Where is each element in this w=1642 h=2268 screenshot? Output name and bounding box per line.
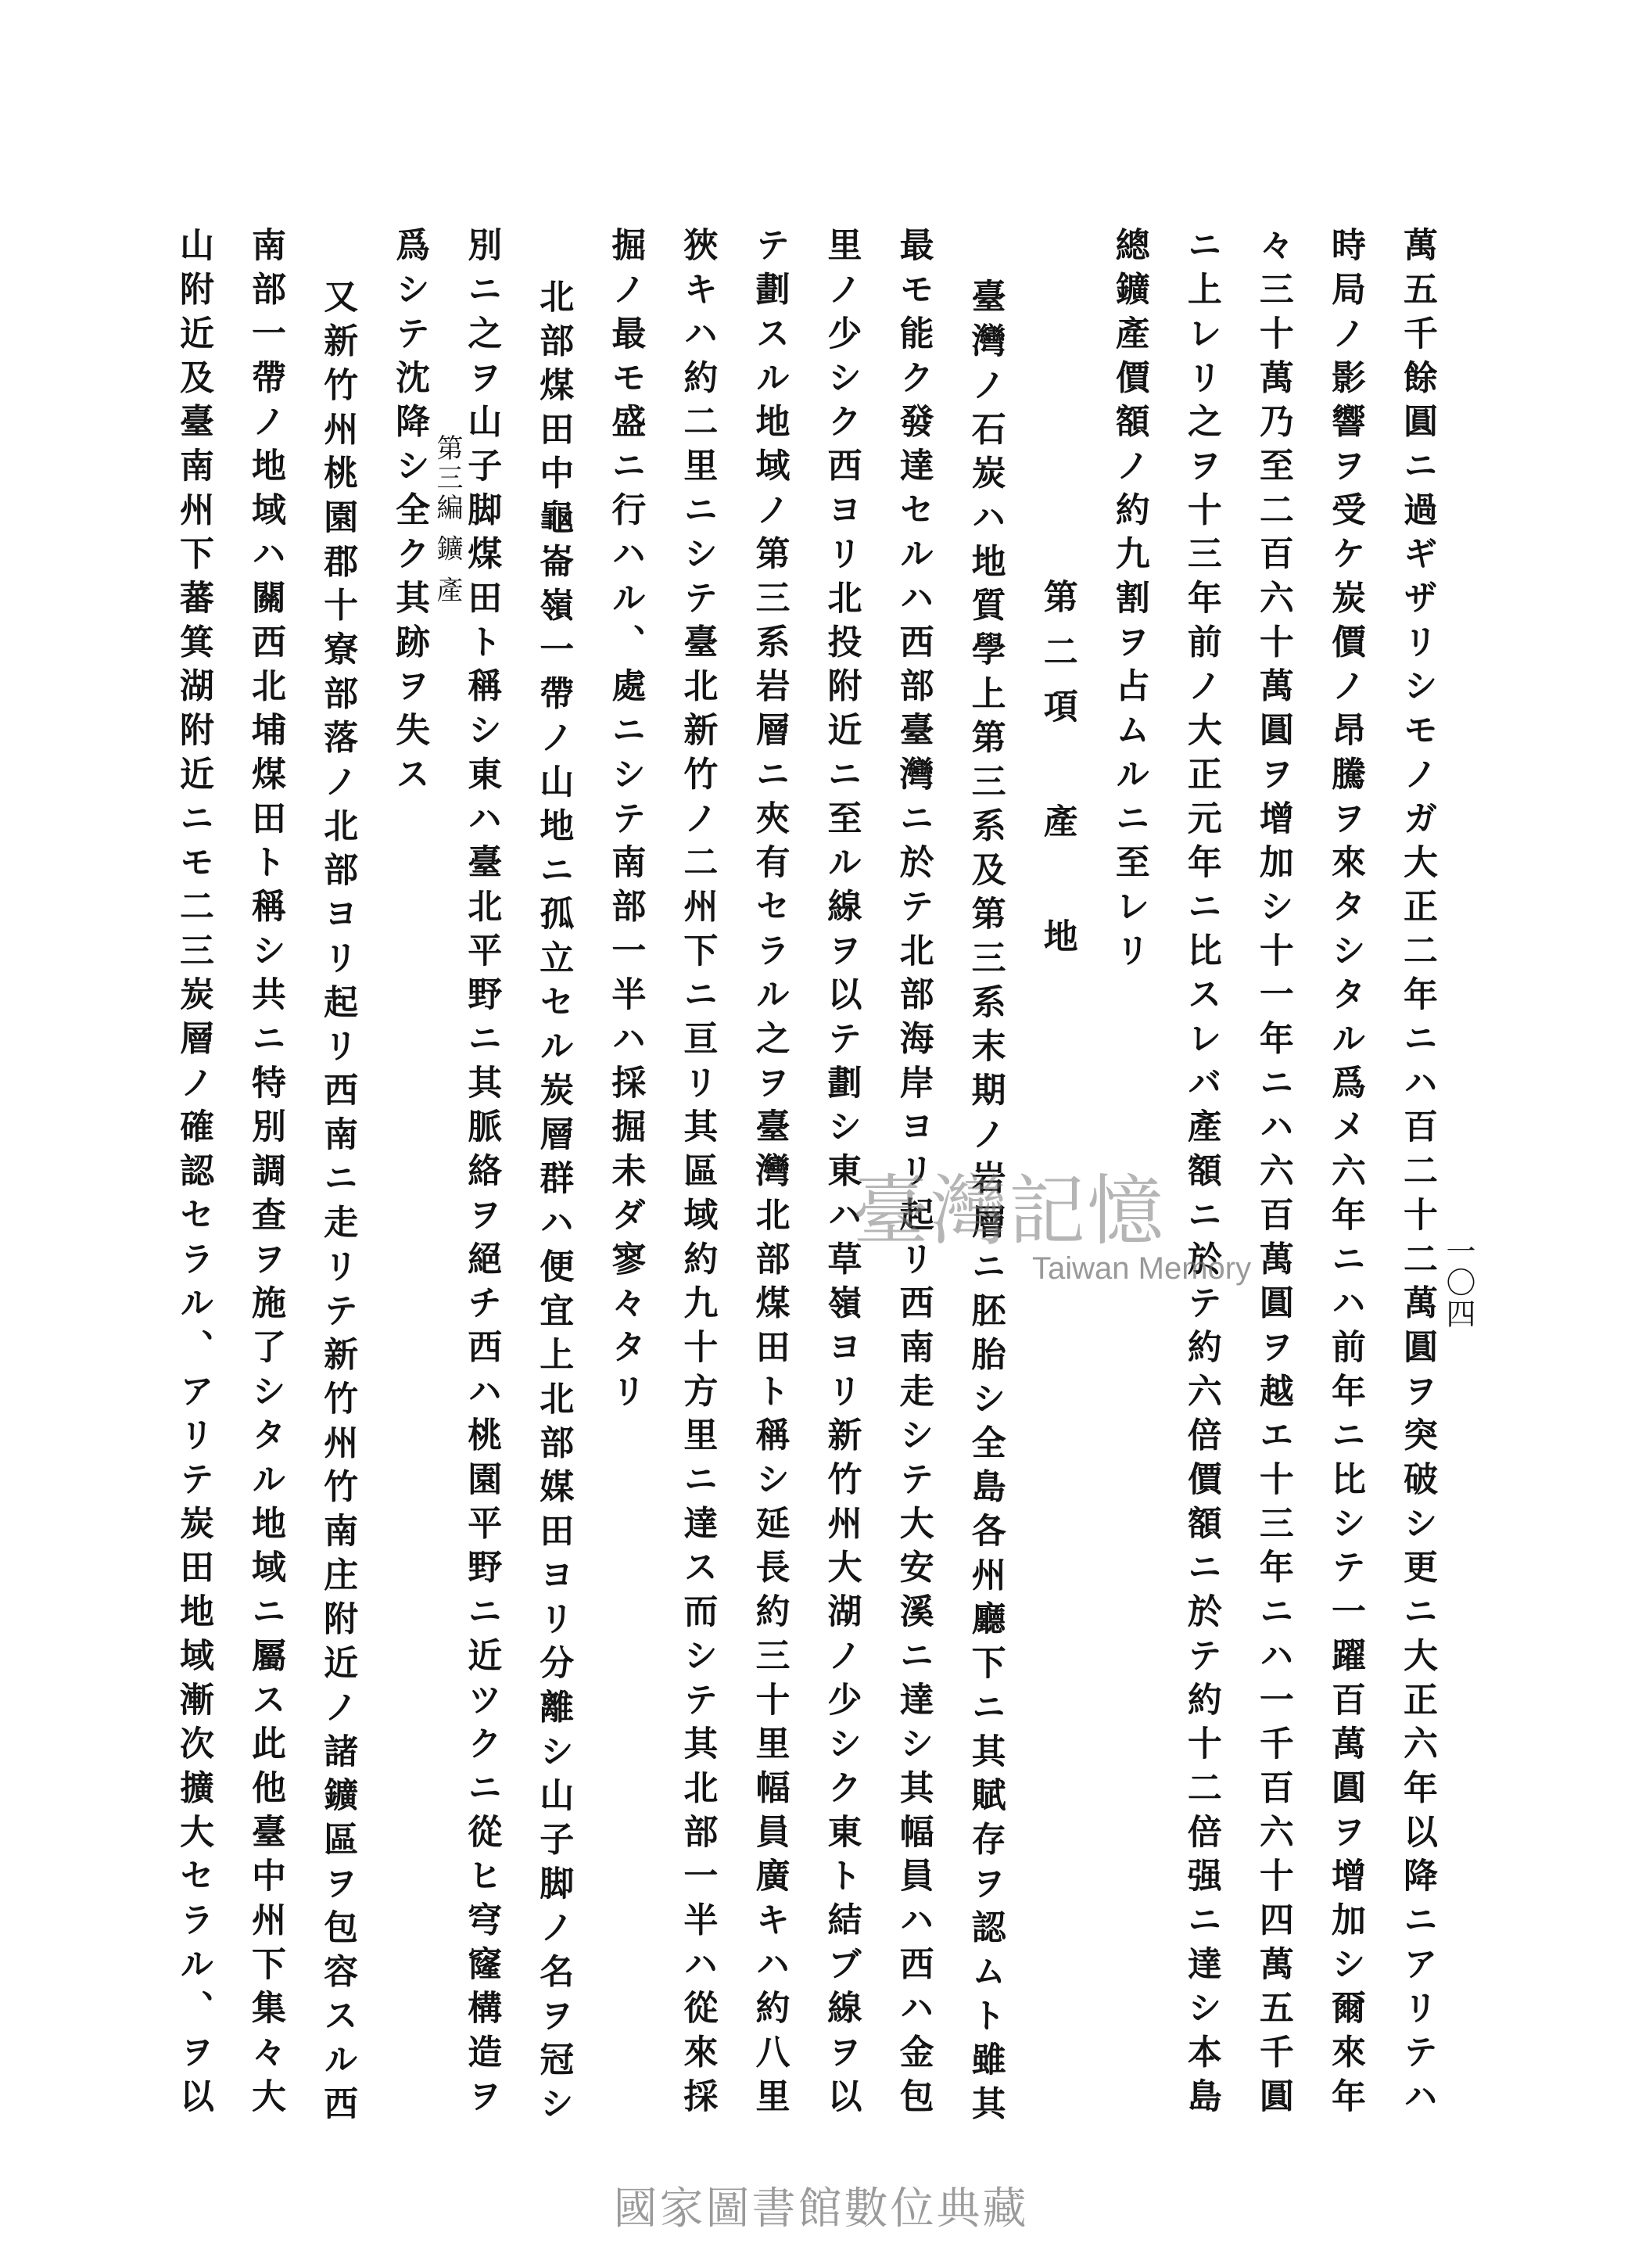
text-column-15: 又新竹州桃園郡十寮部落ノ北部ヨリ起リ西南ニ走リテ新竹州竹南庄附近ノ諸鑛區ヲ包容スル西 (317, 278, 358, 2130)
text-column-13: 別ニ之ヲ山子脚煤田ト稱シ東ハ臺北平野ニ其脈絡ヲ絕チ西ハ桃園平野ニ近ツクニ從ヒ穹窿構造ヲ (461, 227, 502, 2123)
text-column-7: 最モ能ク發達セルハ西部臺灣ニ於テ北部海岸ヨリ起リ西南走シテ大安溪ニ達シ其幅員ハ西ハ金包 (893, 227, 934, 2123)
footer-credit: 國家圖書館數位典藏 (613, 2184, 1029, 2234)
text-column-2: 時局ノ影響ヲ受ケ炭價ノ昂騰ヲ來タシタル爲メ六年ニハ前年ニ比シテ一躍百萬圓ヲ增加シ爾來年 (1325, 227, 1365, 2123)
running-header-section: 第三編 鑛 產 (432, 434, 463, 606)
text-column-16: 南部一帶ノ地域ハ關西北埔煤田ト稱シ共ニ特別調查ヲ施了シタル地域ニ屬ス此他臺中州下集々大 (246, 227, 286, 2123)
text-column-5: 總鑛產價額ノ約九割ヲ占ムルニ至レリ (1109, 227, 1149, 976)
text-column-12: 北部煤田中龜崙嶺一帶ノ山地ニ孤立セル炭層群ハ便宜上北部媒田ヨリ分離シ山子脚ノ名ヲ冠シ (533, 278, 574, 2130)
text-column-3: 々三十萬乃至二百六十萬圓ヲ增加シ十一年ニハ六百萬圓ヲ越エ十三年ニハ一千百六十四萬五千圓 (1253, 227, 1293, 2123)
text-column-11: 掘ノ最モ盛ニ行ハル、處ニシテ南部一半ハ採掘未ダ寥々タリ (605, 227, 646, 1417)
text-column-10: 狹キハ約二里ニシテ臺北新竹ノ二州下ニ亘リ其區域約九十方里ニ達ス而シテ其北部一半ハ從來採 (677, 227, 718, 2123)
text-column-8: 里ノ少シク西ヨリ北投附近ニ至ル線ヲ以テ劃シ東ハ草嶺ヨリ新竹州大湖ノ少シク東ト結ブ線ヲ以 (821, 227, 862, 2123)
text-column-1: 萬五千餘圓ニ過ギザリシモノガ大正二年ニハ百二十二萬圓ヲ突破シ更ニ大正六年以降ニアリテハ (1397, 227, 1437, 2123)
text-column-17: 山附近及臺南州下蕃箕湖附近ニモ二三炭層ノ確認セラル、アリテ炭田地域漸次擴大セラル、ヲ以 (174, 227, 213, 2123)
text-column-4: ニ上レリ之ヲ十三年前ノ大正元年ニ比スレバ產額ニ於テ約六倍價額ニ於テ約十二倍强ニ達シ本島 (1181, 227, 1221, 2123)
section-subheading: 第二項 產 地 (1037, 579, 1077, 973)
watermark-cjk: 臺灣記憶 (852, 1167, 1166, 1256)
watermark-en: Taiwan Memory (1032, 1251, 1252, 1286)
text-column-9: テ劃スル地域ノ第三系岩層ニ夾有セラル之ヲ臺灣北部煤田ト稱シ延長約三十里幅員廣キハ約八里 (749, 227, 790, 2123)
text-column-6: 臺灣ノ石炭ハ地質學上第三系及第三系末期ノ岩層ニ胚胎シ全島各州廳下ニ其賦存ヲ認ムト雖其 (965, 278, 1006, 2130)
page-number: 一〇四 (1441, 1236, 1475, 1330)
text-column-14: 爲シテ沈降シ全ク其跡ヲ失ス (389, 227, 430, 800)
